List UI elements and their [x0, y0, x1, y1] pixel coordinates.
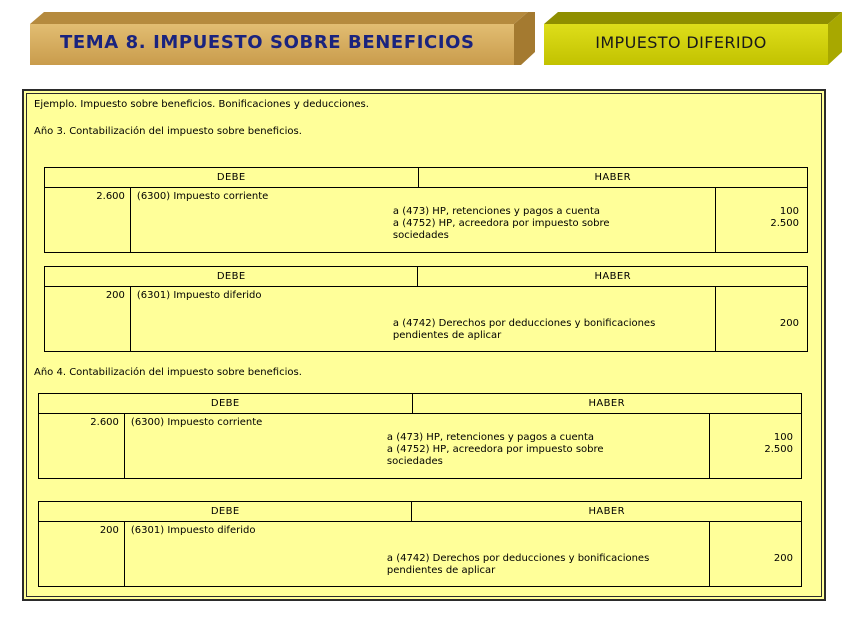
debe-header: DEBE — [45, 267, 418, 287]
journal-entry — [38, 393, 802, 479]
haber-header: HABER — [412, 394, 802, 414]
debit-account: (6301) Impuesto diferido — [136, 290, 262, 301]
credit-amount: 100 — [779, 206, 799, 217]
credit-amount: 200 — [773, 553, 793, 564]
year4-heading: Año 4. Contabilización del impuesto sobre beneficios. — [34, 367, 302, 378]
debit-account: (6300) Impuesto corriente — [130, 417, 263, 428]
debit-account: (6301) Impuesto diferido — [130, 525, 256, 536]
credit-line: a (473) HP, retenciones y pagos a cuenta — [392, 206, 601, 217]
title-tab — [30, 10, 535, 66]
entry-body — [124, 414, 709, 479]
haber-header: HABER — [418, 267, 808, 287]
debit-amount: 2.600 — [39, 414, 125, 479]
entry-body — [130, 188, 715, 253]
credit-line: pendientes de aplicar — [392, 330, 502, 341]
credit-line: pendientes de aplicar — [386, 565, 496, 576]
debit-account: (6300) Impuesto corriente — [136, 191, 269, 202]
credit-accounts — [393, 206, 610, 242]
credit-amount: 200 — [779, 318, 799, 329]
credit-line: sociedades — [386, 456, 443, 467]
credit-amount-cell — [710, 522, 802, 587]
page-subtitle: IMPUESTO DIFERIDO — [595, 32, 767, 52]
credit-amount: 100 — [773, 432, 793, 443]
debe-header: DEBE — [45, 168, 419, 188]
debit-amount: 2.600 — [45, 188, 131, 253]
credit-amount: 2.500 — [770, 218, 799, 229]
entry-body — [124, 522, 709, 587]
debit-amount: 200 — [45, 287, 131, 352]
credit-amount-cell — [716, 287, 808, 352]
haber-header: HABER — [418, 168, 808, 188]
credit-accounts — [387, 432, 604, 468]
credit-accounts — [393, 318, 655, 342]
debe-header: DEBE — [39, 502, 412, 522]
journal-entry — [38, 501, 802, 587]
entry-body — [130, 287, 715, 352]
haber-header: HABER — [412, 502, 802, 522]
intro-text: Ejemplo. Impuesto sobre beneficios. Bonificaciones y deducciones. — [34, 99, 369, 110]
content-panel — [22, 89, 826, 601]
debe-header: DEBE — [39, 394, 413, 414]
credit-line: a (4752) HP, acreedora por impuesto sobre — [392, 218, 610, 229]
credit-accounts — [387, 553, 649, 577]
credit-line: sociedades — [392, 230, 449, 241]
journal-entry — [44, 167, 808, 253]
debit-amount: 200 — [39, 522, 125, 587]
subtitle-tab — [544, 10, 842, 66]
journal-entry — [44, 266, 808, 352]
credit-line: a (4742) Derechos por deducciones y bonificaciones — [386, 553, 650, 564]
credit-line: a (4752) HP, acreedora por impuesto sobre — [386, 444, 604, 455]
credit-amount: 2.500 — [764, 444, 793, 455]
page-title: TEMA 8. IMPUESTO SOBRE BENEFICIOS — [60, 31, 475, 53]
credit-amount-cell — [710, 414, 802, 479]
credit-line: a (4742) Derechos por deducciones y bonificaciones — [392, 318, 656, 329]
year3-heading: Año 3. Contabilización del impuesto sobre beneficios. — [34, 126, 302, 137]
credit-line: a (473) HP, retenciones y pagos a cuenta — [386, 432, 595, 443]
credit-amount-cell — [716, 188, 808, 253]
